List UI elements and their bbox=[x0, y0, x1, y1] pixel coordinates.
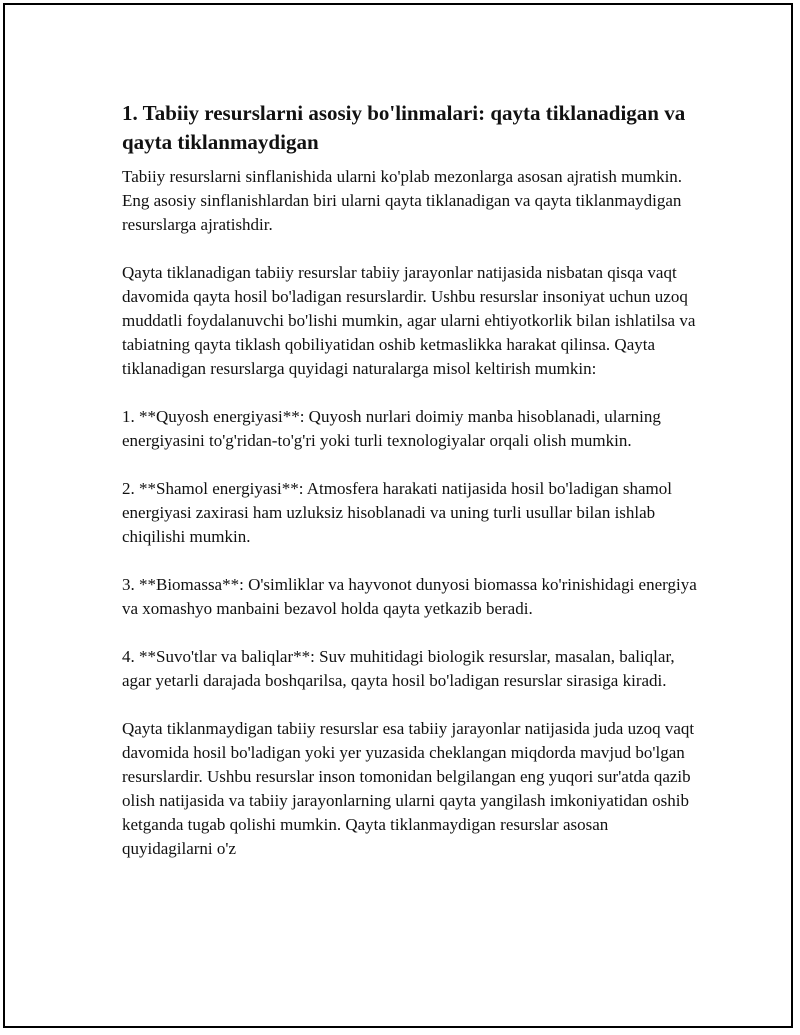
list-item-solar: 1. **Quyosh energiyasi**: Quyosh nurlari doimiy manba hisoblanadi, ularning energiyasini to'g'ridan-to'g'ri yoki turli texnologiyalar orqali olish mumkin. bbox=[122, 407, 661, 450]
paragraph-intro: Tabiiy resurslarni sinflanishida ularni ko'plab mezonlarga asosan ajratish mumkin. Eng asosiy sinflanishlardan biri ularni qayta tiklanadigan va qayta tiklanmaydigan resurslarga ajratishdir. bbox=[122, 167, 683, 234]
list-item-fish: 4. **Suvo'tlar va baliqlar**: Suv muhitidagi biologik resurslar, masalan, baliqlar, agar yetarli darajada boshqarilsa, qayta hosil bo'ladigan resurslar sirasiga kiradi. bbox=[122, 647, 675, 690]
paragraph-renewable: Qayta tiklanadigan tabiiy resurslar tabiiy jarayonlar natijasida nisbatan qisqa vaqt davomida qayta hosil bo'ladigan resurslardir. Ushbu resurslar insoniyat uchun uzoq muddatli foydalanuvchi bo'lishi mumkin, agar ularni ehtiyotkorlik bilan ishlatilsa va tabiatning qayta tiklash qobiliyatidan oshib ketmaslikka harakat qilinsa. Qayta tiklanadigan resurslarga quyidagi naturalarga misol keltirish mumkin: bbox=[122, 263, 696, 378]
paragraph-nonrenewable: Qayta tiklanmaydigan tabiiy resurslar esa tabiiy jarayonlar natijasida juda uzoq vaqt davomida hosil bo'ladigan yoki yer yuzasida cheklangan miqdorda mavjud bo'lgan resurslardir. Ushbu resurslar inson tomonidan belgilangan eng yuqori sur'atda qazib olish natijasida va tabiiy jarayonlarning ularni qayta yangilash imkoniyatidan oshib ketganda tugab qolishi mumkin. Qayta tiklanmaydigan resurslar asosan quyidagilarni o'z bbox=[122, 719, 695, 858]
page-frame bbox=[3, 3, 793, 1028]
list-item-biomass: 3. **Biomassa**: O'simliklar va hayvonot dunyosi biomassa ko'rinishidagi energiya va xomashyo manbaini bezavol holda qayta yetkazib beradi. bbox=[122, 575, 697, 618]
section-heading: 1. Tabiiy resurslarni asosiy bo'linmalari: qayta tiklanadigan va qayta tiklanmaydigan bbox=[122, 101, 686, 154]
document-body bbox=[122, 99, 702, 885]
list-item-wind: 2. **Shamol energiyasi**: Atmosfera harakati natijasida hosil bo'ladigan shamol energiyasi zaxirasi ham uzluksiz hisoblanadi va uning turli usullar bilan ishlab chiqilishi mumkin. bbox=[122, 479, 672, 546]
